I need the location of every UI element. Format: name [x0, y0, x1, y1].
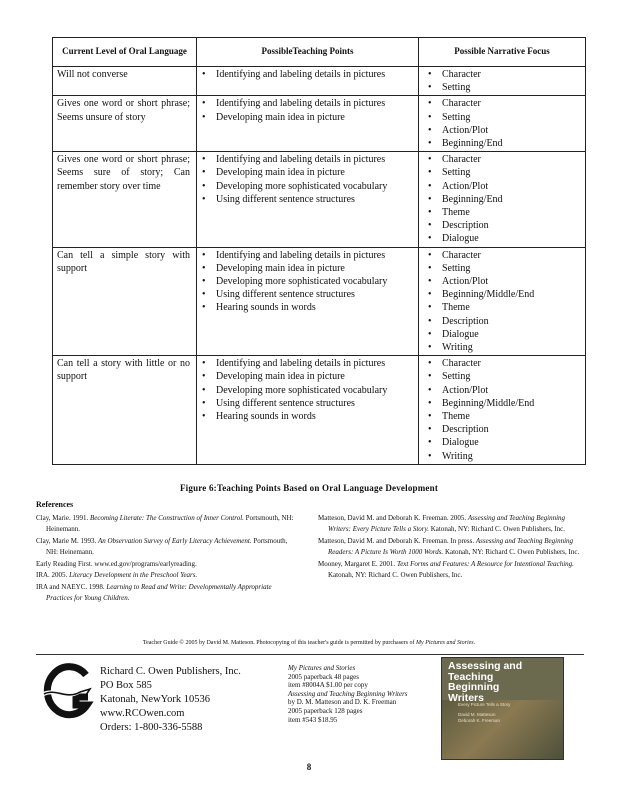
- list-item: • Beginning/Middle/End: [422, 397, 582, 410]
- list-item: • Description: [422, 315, 582, 328]
- reference-item: Mooney, Margaret E. 2001. Text Forms and Features: A Resource for Intentional Teaching. Katonah, NY: Richard C. Owen Publishers, Inc.: [318, 559, 574, 579]
- page-number: 8: [306, 762, 312, 772]
- references-section: [36, 499, 586, 605]
- list-item: • Dialogue: [422, 328, 582, 341]
- list-item: • Developing main idea in picture: [200, 111, 415, 124]
- book-detail: 2005 paperback 128 pages: [288, 706, 363, 715]
- references-right-column: [318, 513, 586, 605]
- book-cover-image: [441, 657, 564, 760]
- divider: [36, 654, 584, 655]
- publisher-name: Richard C. Owen Publishers, Inc.: [100, 666, 241, 677]
- list-item: • Setting: [422, 262, 582, 275]
- list-item: • Developing main idea in picture: [200, 262, 415, 275]
- list-item: • Beginning/Middle/End: [422, 288, 582, 301]
- list-item: • Developing more sophisticated vocabulary: [200, 180, 415, 193]
- level-cell: Can tell a story with little or no support: [53, 356, 197, 465]
- list-item: • Identifying and labeling details in pictures: [200, 153, 415, 166]
- list-item: • Identifying and labeling details in pictures: [200, 68, 415, 81]
- list-item: • Theme: [422, 410, 582, 423]
- list-item: • Identifying and labeling details in pictures: [200, 97, 415, 110]
- list-item: • Description: [422, 423, 582, 436]
- list-item: • Setting: [422, 81, 582, 94]
- cover-subtitle: Every Picture Tells a Story: [458, 702, 511, 707]
- list-item: • Character: [422, 153, 582, 166]
- list-item: • Identifying and labeling details in pictures: [200, 249, 415, 262]
- book-detail: item #8004A $1.00 per copy: [288, 681, 368, 690]
- list-item: • Using different sentence structures: [200, 193, 415, 206]
- table-header-row: [53, 38, 586, 67]
- focus-cell: [419, 67, 586, 96]
- book-listing: [288, 664, 428, 724]
- focus-cell: [419, 96, 586, 152]
- table-row: [53, 356, 586, 465]
- cover-photo: [442, 700, 563, 759]
- points-cell: [197, 247, 419, 356]
- header-narrative-focus: Possible Narrative Focus: [419, 38, 586, 67]
- publisher-logo-icon: [40, 661, 96, 725]
- list-item: • Beginning/End: [422, 193, 582, 206]
- reference-item: IRA and NAEYC. 1998. Learning to Read and Write: Developmentally Appropriate Practices for Young Children.: [36, 582, 272, 602]
- list-item: • Developing main idea in picture: [200, 370, 415, 383]
- focus-cell: [419, 356, 586, 465]
- publisher-info: [100, 665, 241, 735]
- reference-item: Clay, Marie M. 1993. An Observation Survey of Early Literacy Achievement. Portsmouth, NH: Heinemann.: [36, 536, 288, 556]
- list-item: • Identifying and labeling details in pictures: [200, 357, 415, 370]
- book-detail: 2005 paperback 48 pages: [288, 672, 359, 681]
- list-item: • Action/Plot: [422, 124, 582, 137]
- list-item: • Using different sentence structures: [200, 397, 415, 410]
- copyright-note: Teacher Guide © 2005 by David M. Matteson. Photocopying of this teacher's guide is permitted by purchasers of My Pictures and Stories.: [142, 640, 476, 646]
- reference-item: Clay, Marie. 1991. Becoming Literate: The Construction of Inner Control. Portsmouth, NH: Heinemann.: [36, 513, 294, 533]
- table-row: [53, 152, 586, 247]
- publisher-address-2: Katonah, NewYork 10536: [100, 694, 211, 705]
- points-cell: [197, 96, 419, 152]
- list-item: • Theme: [422, 206, 582, 219]
- list-item: • Developing more sophisticated vocabulary: [200, 384, 415, 397]
- list-item: • Character: [422, 249, 582, 262]
- publisher-website: www.RCOwen.com: [100, 708, 185, 719]
- list-item: • Character: [422, 97, 582, 110]
- table-row: [53, 67, 586, 96]
- list-item: • Hearing sounds in words: [200, 410, 415, 423]
- level-cell: Gives one word or short phrase; Seems unsure of story: [53, 96, 197, 152]
- list-item: • Character: [422, 357, 582, 370]
- list-item: • Setting: [422, 370, 582, 383]
- cover-title: Assessing and Teaching Beginning Writers: [448, 660, 523, 704]
- figure-caption: Figure 6:Teaching Points Based on Oral Language Development: [179, 483, 439, 493]
- book-detail: by D. M. Matteson and D. K. Freeman: [288, 698, 397, 707]
- focus-cell: [419, 152, 586, 247]
- reference-item: IRA. 2005. Literacy Development in the Preschool Years.: [36, 571, 198, 579]
- references-left-column: [36, 513, 298, 605]
- level-cell: Will not converse: [53, 67, 197, 96]
- list-item: • Using different sentence structures: [200, 288, 415, 301]
- focus-cell: [419, 247, 586, 356]
- list-item: • Action/Plot: [422, 275, 582, 288]
- list-item: • Action/Plot: [422, 384, 582, 397]
- table-row: [53, 247, 586, 356]
- list-item: • Writing: [422, 341, 582, 354]
- reference-item: Matteson, David M. and Deborah K. Freeman. In press. Assessing and Teaching Beginning Readers: A Picture Is Worth 1000 Words. Katonah, NY: Richard C. Owen Publishers, Inc.: [318, 536, 580, 556]
- level-cell: Can tell a simple story with support: [53, 247, 197, 356]
- points-cell: [197, 356, 419, 465]
- level-cell: Gives one word or short phrase; Seems sure of story; Can remember story over time: [53, 152, 197, 247]
- list-item: • Developing more sophisticated vocabulary: [200, 275, 415, 288]
- list-item: • Description: [422, 219, 582, 232]
- references-title: References: [36, 500, 74, 509]
- cover-authors: David M. Matteson Deborah K. Freeman: [458, 712, 501, 723]
- points-cell: [197, 152, 419, 247]
- list-item: • Hearing sounds in words: [200, 301, 415, 314]
- reference-item: Early Reading First. www.ed.gov/programs/earlyreading.: [36, 559, 197, 568]
- header-teaching-points: PossibleTeaching Points: [197, 38, 419, 67]
- header-current-level: Current Level of Oral Language: [53, 38, 197, 67]
- list-item: • Developing main idea in picture: [200, 166, 415, 179]
- publisher-orders: Orders: 1-800-336-5588: [100, 722, 203, 733]
- book-title: My Pictures and Stories: [288, 664, 356, 672]
- points-cell: [197, 67, 419, 96]
- list-item: • Writing: [422, 450, 582, 463]
- list-item: • Beginning/End: [422, 137, 582, 150]
- list-item: • Dialogue: [422, 436, 582, 449]
- book-title: Assessing and Teaching Beginning Writers: [288, 689, 408, 698]
- reference-item: Matteson, David M. and Deborah K. Freeman. 2005. Assessing and Teaching Beginning Writers: Every Picture Tells a Story. Katonah, NY: Richard C. Owen Publishers, Inc.: [318, 513, 566, 533]
- book-detail: item #543 $18.95: [288, 715, 338, 724]
- list-item: • Action/Plot: [422, 180, 582, 193]
- table-row: [53, 96, 586, 152]
- publisher-address-1: PO Box 585: [100, 680, 152, 691]
- list-item: • Character: [422, 68, 582, 81]
- oral-language-table: [52, 37, 586, 465]
- list-item: • Dialogue: [422, 232, 582, 245]
- list-item: • Setting: [422, 166, 582, 179]
- list-item: • Setting: [422, 111, 582, 124]
- list-item: • Theme: [422, 301, 582, 314]
